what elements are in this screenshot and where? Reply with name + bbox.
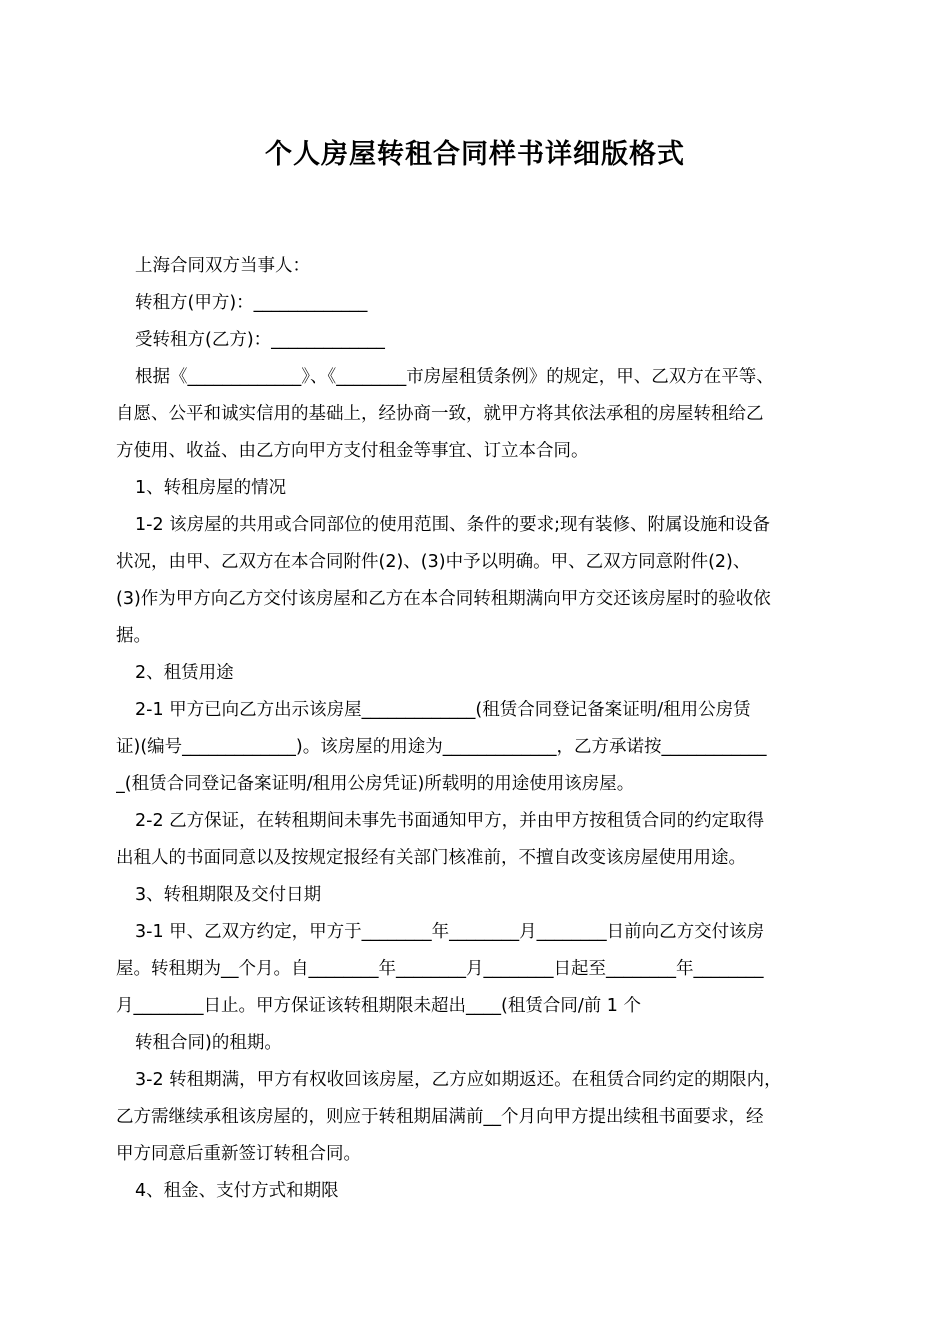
preamble-line: 自愿、公平和诚实信用的基础上，经协商一致，就甲方将其依法承租的房屋转租给乙 <box>116 404 764 424</box>
clause-2-2-line: 2-2 乙方保证，在转租期间未事先书面通知甲方，并由甲方按租赁合同的约定取得 <box>135 811 765 831</box>
section-heading-1: 1、转租房屋的情况 <box>135 478 287 498</box>
clause-1-2-line: (3)作为甲方向乙方交付该房屋和乙方在本合同转租期满向甲方交还该房屋时的验收依 <box>116 589 771 609</box>
clause-3-1-line: 转租合同)的租期。 <box>135 1033 282 1053</box>
section-heading-3: 3、转租期限及交付日期 <box>135 885 322 905</box>
clause-3-1-line: 3-1 甲、乙双方约定，甲方于________年________月________日前向乙方交付该房 <box>135 922 765 942</box>
section-heading-2: 2、租赁用途 <box>135 663 234 683</box>
clause-1-2-line: 状况，由甲、乙双方在本合同附件(2)、(3)中予以明确。甲、乙双方同意附件(2)、 <box>116 552 751 572</box>
clause-3-1-line: 月________日止。甲方保证该转租期限未超出____(租赁合同/前 1 个 <box>116 996 641 1016</box>
clause-2-1-line: _(租赁合同登记备案证明/租用公房凭证)所载明的用途使用该房屋。 <box>116 774 635 794</box>
preamble-line: 根据《_____________》、《________市房屋租赁条例》的规定，甲、乙双方在平等、 <box>135 367 774 387</box>
clause-3-2-line: 甲方同意后重新签订转租合同。 <box>116 1144 361 1164</box>
clause-3-1-line: 屋。转租期为__个月。自________年________月________日起至________年________ <box>116 959 764 979</box>
party-b-line: 受转租方(乙方)：_____________ <box>135 330 385 350</box>
party-a-line: 转租方(甲方)：_____________ <box>135 293 368 313</box>
clause-2-2-line: 出租人的书面同意以及按规定报经有关部门核准前，不擅自改变该房屋使用用途。 <box>116 848 746 868</box>
document-title: 个人房屋转租合同样书详细版格式 <box>265 139 685 170</box>
clause-3-2-line: 3-2 转租期满，甲方有权收回该房屋，乙方应如期返还。在租赁合同约定的期限内， <box>135 1070 782 1090</box>
clause-1-2-line: 1-2 该房屋的共用或合同部位的使用范围、条件的要求;现有装修、附属设施和设备 <box>135 515 771 535</box>
preamble-line: 方使用、收益、由乙方向甲方支付租金等事宜、订立本合同。 <box>116 441 589 461</box>
section-heading-4: 4、租金、支付方式和期限 <box>135 1181 339 1201</box>
clause-1-2-line: 据。 <box>116 626 151 646</box>
party-intro: 上海合同双方当事人： <box>135 256 310 276</box>
clause-3-2-line: 乙方需继续承租该房屋的，则应于转租期届满前__个月向甲方提出续租书面要求，经 <box>116 1107 764 1127</box>
clause-2-1-line: 2-1 甲方已向乙方出示该房屋_____________(租赁合同登记备案证明/租用公房赁 <box>135 700 751 720</box>
document-body <box>116 248 856 1210</box>
clause-2-1-line: 证)(编号_____________)。该房屋的用途为_____________，乙方承诺按____________ <box>116 737 767 757</box>
